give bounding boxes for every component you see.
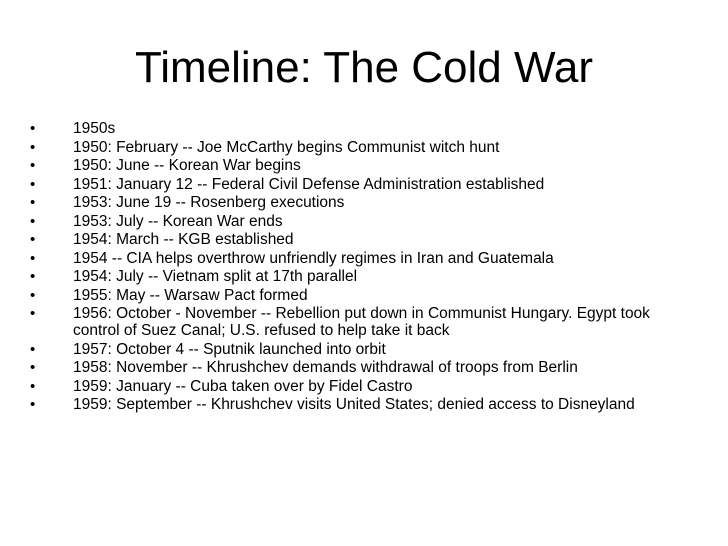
list-item <box>30 194 700 211</box>
list-item <box>30 139 700 156</box>
bullet-icon: • <box>30 212 36 230</box>
bullet-icon: • <box>30 138 36 156</box>
bullet-icon: • <box>30 120 36 137</box>
list-item-text: 1957: October 4 -- Sputnik launched into orbit <box>73 340 386 358</box>
list-item <box>30 341 700 358</box>
bullet-icon: • <box>30 249 36 267</box>
list-item-text: 1954: July -- Vietnam split at 17th parallel <box>73 268 358 285</box>
list-item-text: 1955: May -- Warsaw Pact formed <box>73 286 308 304</box>
list-item-text: 1959: January -- Cuba taken over by Fidel Castro <box>73 377 413 395</box>
list-item <box>30 287 700 304</box>
list-item-text: 1958: November -- Khrushchev demands withdrawal of troops from Berlin <box>73 359 578 376</box>
list-item-text: 1950s <box>73 120 116 137</box>
bullet-icon: • <box>30 377 36 395</box>
slide-title: Timeline: The Cold War <box>134 43 594 92</box>
list-item-text: 1954 -- CIA helps overthrow unfriendly regimes in Iran and Guatemala <box>73 249 554 267</box>
list-item-text: 1954: March -- KGB established <box>73 231 294 248</box>
list-item <box>30 176 700 193</box>
list-item <box>30 250 700 267</box>
bullet-icon: • <box>30 157 36 174</box>
bullet-icon: • <box>30 396 36 413</box>
list-item-text: 1956: October - November -- Rebellion put down in Communist Hungary. Egypt took control of Suez Canal; U.S. refused to help take it back <box>73 305 650 339</box>
list-item <box>30 396 700 413</box>
list-item <box>30 231 700 248</box>
bullet-icon: • <box>30 305 36 322</box>
bullet-icon: • <box>30 175 36 193</box>
timeline-list <box>30 120 700 415</box>
list-item-text: 1950: June -- Korean War begins <box>73 157 301 174</box>
bullet-icon: • <box>30 340 36 358</box>
list-item <box>30 268 700 285</box>
list-item <box>30 157 700 174</box>
list-item-text: 1951: January 12 -- Federal Civil Defense Administration established <box>73 175 545 193</box>
list-item-text: 1953: July -- Korean War ends <box>73 212 283 230</box>
bullet-icon: • <box>30 268 36 285</box>
list-item <box>30 305 700 339</box>
list-item <box>30 213 700 230</box>
list-item-text: 1959: September -- Khrushchev visits United States; denied access to Disneyland <box>73 396 635 413</box>
bullet-icon: • <box>30 194 36 211</box>
list-item <box>30 378 700 395</box>
list-item <box>30 120 700 137</box>
list-item-text: 1950: February -- Joe McCarthy begins Communist witch hunt <box>73 138 500 156</box>
bullet-icon: • <box>30 231 36 248</box>
bullet-icon: • <box>30 286 36 304</box>
list-item <box>30 359 700 376</box>
list-item-text: 1953: June 19 -- Rosenberg executions <box>73 194 345 211</box>
bullet-icon: • <box>30 359 36 376</box>
